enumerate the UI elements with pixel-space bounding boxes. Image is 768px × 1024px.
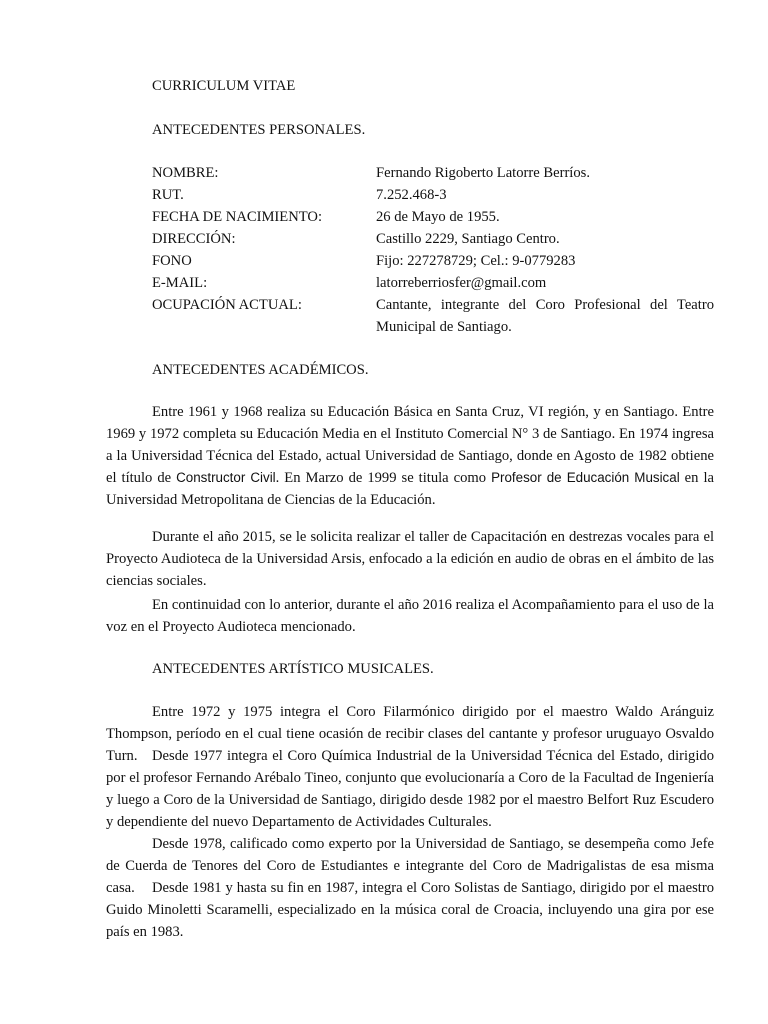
field-label-birthdate: FECHA DE NACIMIENTO:	[152, 209, 322, 225]
field-value-nombre: Fernando Rigoberto Latorre Berríos.	[376, 165, 590, 181]
field-value-rut: 7.252.468-3	[376, 187, 447, 203]
field-label-email: E-MAIL:	[152, 275, 208, 291]
field-label-occupation: OCUPACIÓN ACTUAL:	[152, 297, 302, 313]
field-value-address: Castillo 2229, Santiago Centro.	[376, 231, 560, 247]
academic-p1-text-a: Entre 1961 y 1968 realiza su Educación Básica en Santa Cruz, VI región, y en Santiago. Entre 1969 y 1972 completa su Educación Media en el Instituto Comercial N° 3 de Santiago. En 1974 ingresa a la Universidad Técnica del Estado, actual Universidad de Santiago, donde en Agosto de 1982 obtiene el título de	[106, 404, 714, 486]
academic-p1-text-c: en la Universidad Metropolitana de Ciencias de la Educación.	[106, 470, 714, 508]
academic-paragraph-3: En continuidad con lo anterior, durante el año 2016 realiza el Acompañamiento para el uso de la voz en el Proyecto Audioteca mencionado.	[106, 597, 714, 635]
field-label-address: DIRECCIÓN:	[152, 231, 236, 247]
field-value-phone: Fijo: 227278729; Cel.: 9-0779283	[376, 253, 576, 269]
field-value-occupation: Cantante, integrante del Coro Profesional del Teatro Municipal de Santiago.	[376, 297, 714, 335]
cv-title: CURRICULUM VITAE	[152, 78, 296, 94]
academic-p1-text-b: . En Marzo de 1999 se titula como	[275, 470, 492, 486]
artistic-heading: ANTECEDENTES ARTÍSTICO MUSICALES.	[152, 661, 434, 677]
artistic-paragraph-3: Desde 1978, calificado como experto por la Universidad de Santiago, se desempeña como Jefe de Cuerda de Tenores del Coro de Estudiantes e integrante del Coro de Madrigalistas de esa misma casa.	[106, 836, 714, 896]
academic-heading: ANTECEDENTES ACADÉMICOS.	[152, 362, 369, 378]
field-value-email: latorreberriosfer@gmail.com	[376, 275, 547, 291]
field-value-birthdate: 26 de Mayo de 1955.	[376, 209, 500, 225]
artistic-paragraph-1: Entre 1972 y 1975 integra el Coro Filarmónico dirigido por el maestro Waldo Aránguiz Thompson, período en el cual tiene ocasión de recibir clases del cantante y profesor uruguayo Osvaldo Turn.	[106, 704, 714, 764]
field-label-rut: RUT.	[152, 187, 184, 203]
personal-heading: ANTECEDENTES PERSONALES.	[152, 122, 366, 138]
artistic-paragraph-4: Desde 1981 y hasta su fin en 1987, integra el Coro Solistas de Santiago, dirigido por el maestro Guido Minoletti Scaramelli, especializado en la música coral de Croacia, incluyendo una gira por ese país en 1983.	[106, 880, 714, 940]
academic-paragraph-2: Durante el año 2015, se le solicita realizar el taller de Capacitación en destrezas vocales para el Proyecto Audioteca de la Universidad Arsis, enfocado a la edición en audio de obras en el ámbito de las ciencias sociales.	[106, 529, 714, 589]
field-label-phone: FONO	[152, 253, 192, 269]
academic-paragraph-1	[106, 401, 714, 511]
artistic-paragraph-2: Desde 1977 integra el Coro Química Industrial de la Universidad Técnica del Estado, dirigido por el profesor Fernando Arébalo Tineo, conjunto que evolucionaría a Coro de la Facultad de Ingeniería y luego a Coro de la Universidad de Santiago, dirigido desde 1982 por el maestro Belfort Ruz Escudero y dependiente del nuevo Departamento de Actividades Culturales.	[106, 748, 714, 830]
degree-constructor-civil: Constructor Civil	[176, 470, 276, 485]
field-label-nombre: NOMBRE:	[152, 165, 219, 181]
degree-profesor-musica: Profesor de Educación Musical	[491, 470, 680, 485]
